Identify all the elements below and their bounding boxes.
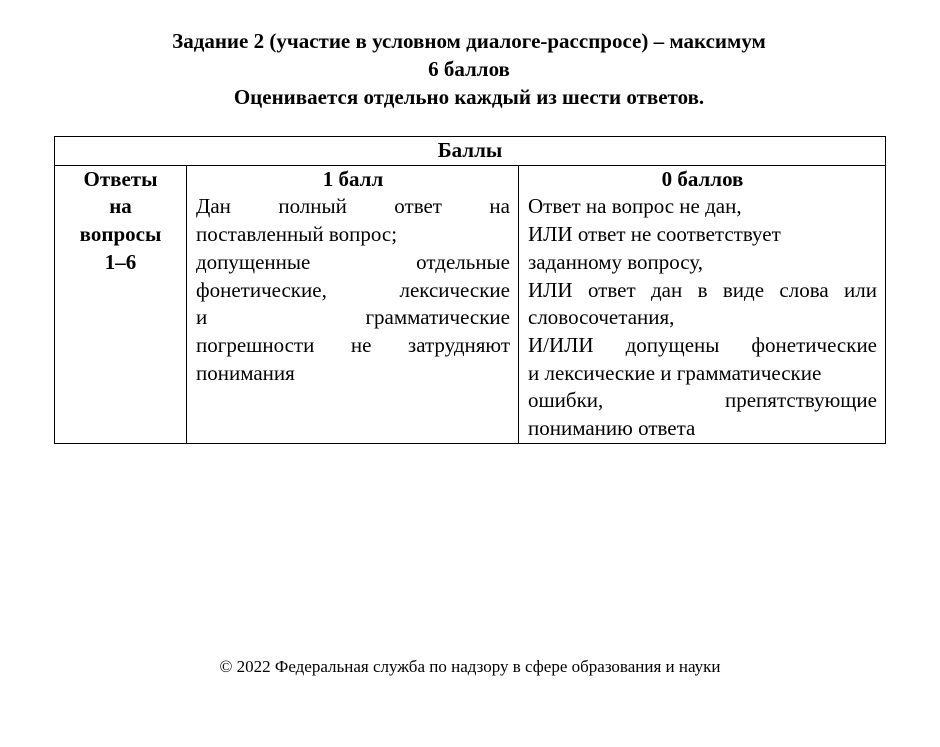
heading-line-2: 6 баллов <box>428 57 510 81</box>
heading-line-3: Оценивается отдельно каждый из шести ответов. <box>233 85 705 109</box>
criteria-line: заданному вопросу, <box>528 249 703 274</box>
criteria-line: погрешности не затрудняют <box>196 332 510 357</box>
one-point-title: 1 балл <box>322 166 384 191</box>
criteria-line: словосочетания, <box>528 305 675 330</box>
criteria-line: и лексические и грамматические <box>528 360 822 385</box>
table-header-cell: Баллы <box>55 137 886 166</box>
criteria-line: фонетические, лексические <box>196 277 510 302</box>
criteria-line: допущенные отдельные <box>196 249 510 274</box>
heading-line-1: Задание 2 (участие в условном диалоге-расспросе) – максимум <box>172 29 766 53</box>
criteria-line: И/ИЛИ допущены фонетические <box>528 332 877 357</box>
criteria-line: поставленный вопрос; <box>196 222 398 247</box>
row-label-cell <box>55 165 187 443</box>
criteria-line: пониманию ответа <box>528 416 696 441</box>
criteria-line: Ответ на вопрос не дан, <box>528 194 742 219</box>
criteria-line: ИЛИ ответ не соответствует <box>528 222 781 247</box>
zero-points-criteria <box>528 193 877 442</box>
criteria-line: понимания <box>196 360 295 385</box>
criteria-line: Дан полный ответ на <box>196 194 510 219</box>
task-heading <box>60 27 878 111</box>
criteria-line: ошибки, препятствующие <box>528 388 877 413</box>
row-label-line: Ответы <box>83 166 158 191</box>
row-label-line: на <box>109 194 132 219</box>
table-header-row <box>55 137 886 166</box>
criteria-line: ИЛИ ответ дан в виде слова или <box>528 277 877 302</box>
one-point-criteria <box>196 193 510 387</box>
one-point-cell <box>187 165 519 443</box>
zero-points-cell <box>519 165 886 443</box>
row-label-line: 1–6 <box>104 249 137 274</box>
row-label-line: вопросы <box>79 222 162 247</box>
copyright-footer: © 2022 Федеральная служба по надзору в сфере образования и науки <box>219 657 721 676</box>
scoring-table <box>54 136 886 444</box>
zero-points-title: 0 баллов <box>661 166 744 191</box>
table-row <box>55 165 886 443</box>
criteria-line: и грамматические <box>196 305 510 330</box>
